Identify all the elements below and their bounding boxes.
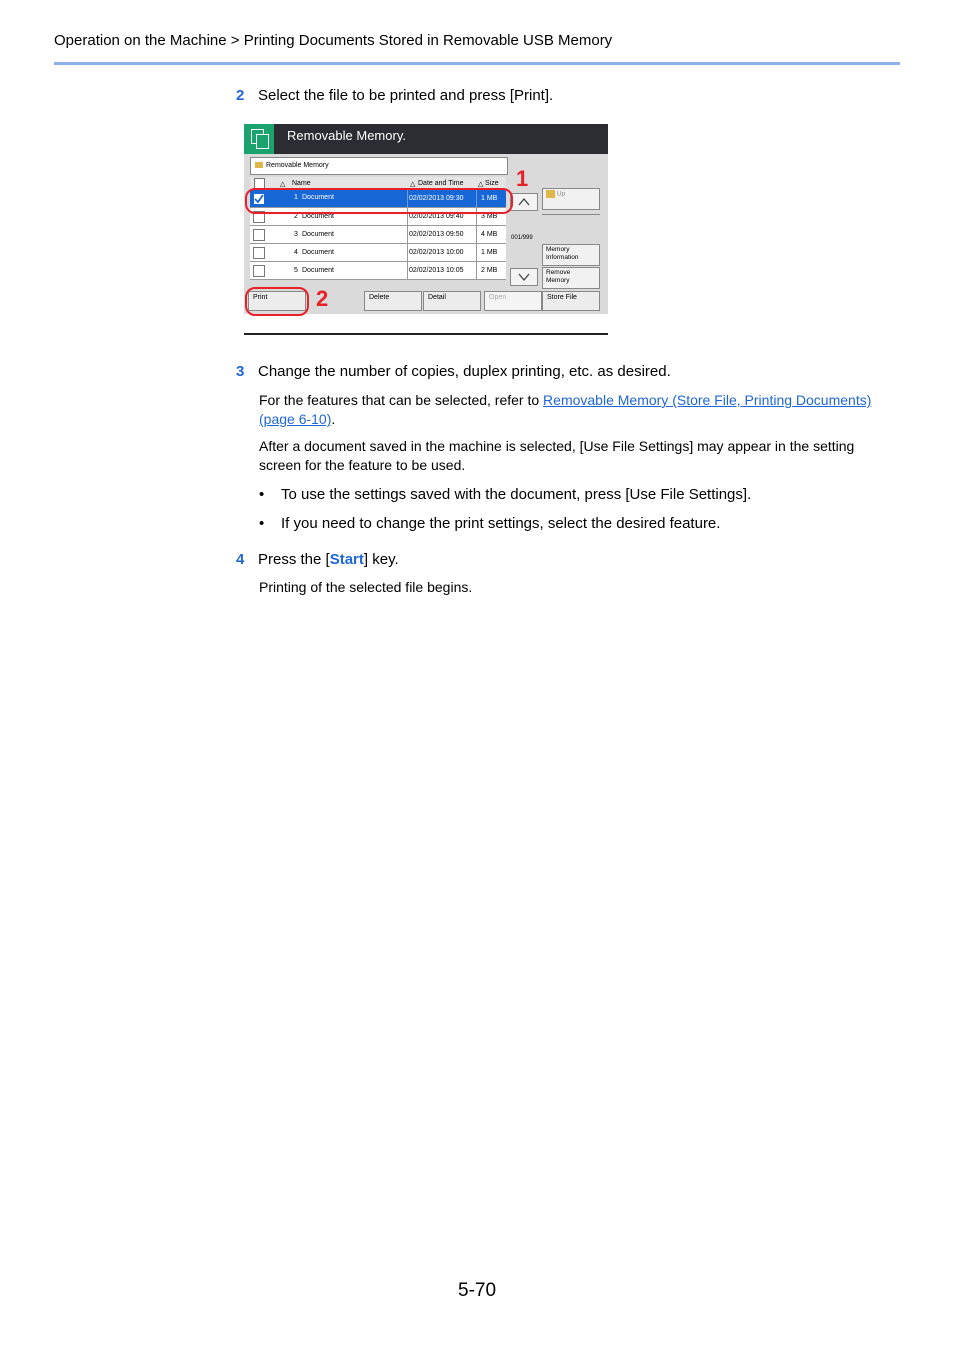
file-date: 02/02/2013 09:30 (409, 195, 464, 202)
column-name[interactable]: Name (292, 180, 311, 187)
up-label: Up (556, 190, 566, 198)
step-text: Select the file to be printed and press [Print]. (258, 87, 554, 104)
ref-prefix: For the features that can be selected, refer to (259, 392, 544, 408)
chevron-down-icon (511, 269, 537, 285)
file-date: 02/02/2013 09:50 (409, 231, 464, 238)
file-num: 3 (294, 231, 298, 238)
reference-paragraph (259, 391, 899, 429)
print-button[interactable]: Print (248, 291, 306, 311)
file-size: 4 MB (481, 231, 498, 238)
checkbox[interactable] (253, 265, 265, 277)
bullet-glyph: • (259, 515, 265, 532)
checkbox[interactable] (253, 247, 265, 259)
path-text: Removable Memory (266, 162, 329, 169)
step-2 (236, 87, 553, 104)
note-line-1: After a document saved in the machine is selected, [Use File Settings] may appear in the setting (259, 438, 855, 454)
file-date: 02/02/2013 10:00 (409, 249, 464, 256)
page-reference-link[interactable]: (page 6-10) (259, 411, 332, 427)
step-3 (236, 363, 671, 380)
file-size: 3 MB (481, 213, 498, 220)
detail-button[interactable]: Detail (423, 291, 481, 311)
path-bar (250, 157, 508, 175)
name-sort-icon[interactable]: △ (280, 181, 286, 188)
folder-icon (255, 162, 263, 168)
start-key: Start (329, 551, 364, 568)
open-button[interactable]: Open (484, 291, 542, 311)
file-name: Document (302, 249, 334, 256)
table-row[interactable] (250, 244, 506, 262)
file-name: Document (302, 267, 334, 274)
panel-title: Removable Memory. (287, 128, 406, 143)
list-item (259, 515, 720, 532)
step-number: 2 (236, 87, 245, 104)
memory-info-label-2: Information (546, 254, 579, 261)
page-counter: 001/999 (511, 235, 533, 241)
header-divider (54, 62, 900, 65)
bullet-text: To use the settings saved with the document, press [Use File Settings]. (281, 486, 752, 503)
panel-bottom-rule (244, 333, 608, 335)
note-paragraph (259, 437, 899, 475)
file-num: 4 (294, 249, 298, 256)
file-date: 02/02/2013 09:40 (409, 213, 464, 220)
file-size: 1 MB (481, 249, 498, 256)
store-file-button[interactable]: Store File (542, 291, 600, 311)
step-4-note: Printing of the selected file begins. (259, 579, 473, 595)
file-name: Document (302, 213, 334, 220)
remove-memory-label-1: Remove (546, 269, 571, 276)
delete-button[interactable]: Delete (364, 291, 422, 311)
file-num: 2 (294, 213, 298, 220)
memory-information-button[interactable] (542, 244, 600, 266)
callout-1-number: 1 (516, 166, 529, 191)
chevron-up-icon (511, 194, 537, 210)
file-size: 1 MB (481, 195, 498, 202)
bullet-glyph: • (259, 486, 265, 503)
scroll-down-button[interactable] (510, 268, 538, 286)
file-size: 2 MB (481, 267, 498, 274)
breadcrumb: Operation on the Machine > Printing Documents Stored in Removable USB Memory (54, 32, 613, 49)
step-text-prefix: Press the [ (258, 551, 330, 568)
reference-link[interactable]: Removable Memory (Store File, Printing Documents) (543, 392, 872, 408)
remove-memory-label-2: Memory (546, 277, 570, 284)
date-sort-icon[interactable]: △ (410, 181, 416, 188)
folder-up-icon (546, 190, 555, 198)
table-row[interactable] (250, 262, 506, 280)
size-sort-icon[interactable]: △ (478, 181, 484, 188)
table-row[interactable] (250, 226, 506, 244)
bullet-text: If you need to change the print settings, select the desired feature. (281, 515, 721, 532)
column-size[interactable]: Size (485, 180, 499, 187)
step-number: 3 (236, 363, 245, 380)
removable-memory-panel (244, 124, 608, 314)
scroll-up-button[interactable] (510, 193, 538, 211)
note-line-2: screen for the feature to be used. (259, 457, 466, 473)
remove-memory-button[interactable] (542, 267, 600, 289)
step-text-suffix: ] key. (363, 551, 399, 568)
ref-suffix: . (331, 411, 336, 427)
removable-memory-icon (244, 124, 274, 154)
file-date: 02/02/2013 10:05 (409, 267, 464, 274)
file-num: 1 (294, 194, 298, 201)
callout-2-number: 2 (316, 286, 329, 311)
checkbox[interactable] (253, 229, 265, 241)
file-num: 5 (294, 267, 298, 274)
callout-1-highlight (245, 188, 513, 214)
column-date[interactable]: Date and Time (418, 180, 464, 187)
callout-2-highlight (245, 287, 309, 316)
up-button[interactable] (542, 188, 600, 210)
step-number: 4 (236, 551, 245, 568)
step-text: Change the number of copies, duplex printing, etc. as desired. (258, 363, 671, 380)
page-number: 5-70 (458, 1280, 497, 1301)
file-name: Document (302, 231, 334, 238)
memory-info-label-1: Memory (546, 246, 570, 253)
file-name: Document (302, 194, 334, 201)
panel-title-bar (244, 124, 608, 154)
step-4 (236, 551, 399, 568)
list-item (259, 486, 751, 503)
